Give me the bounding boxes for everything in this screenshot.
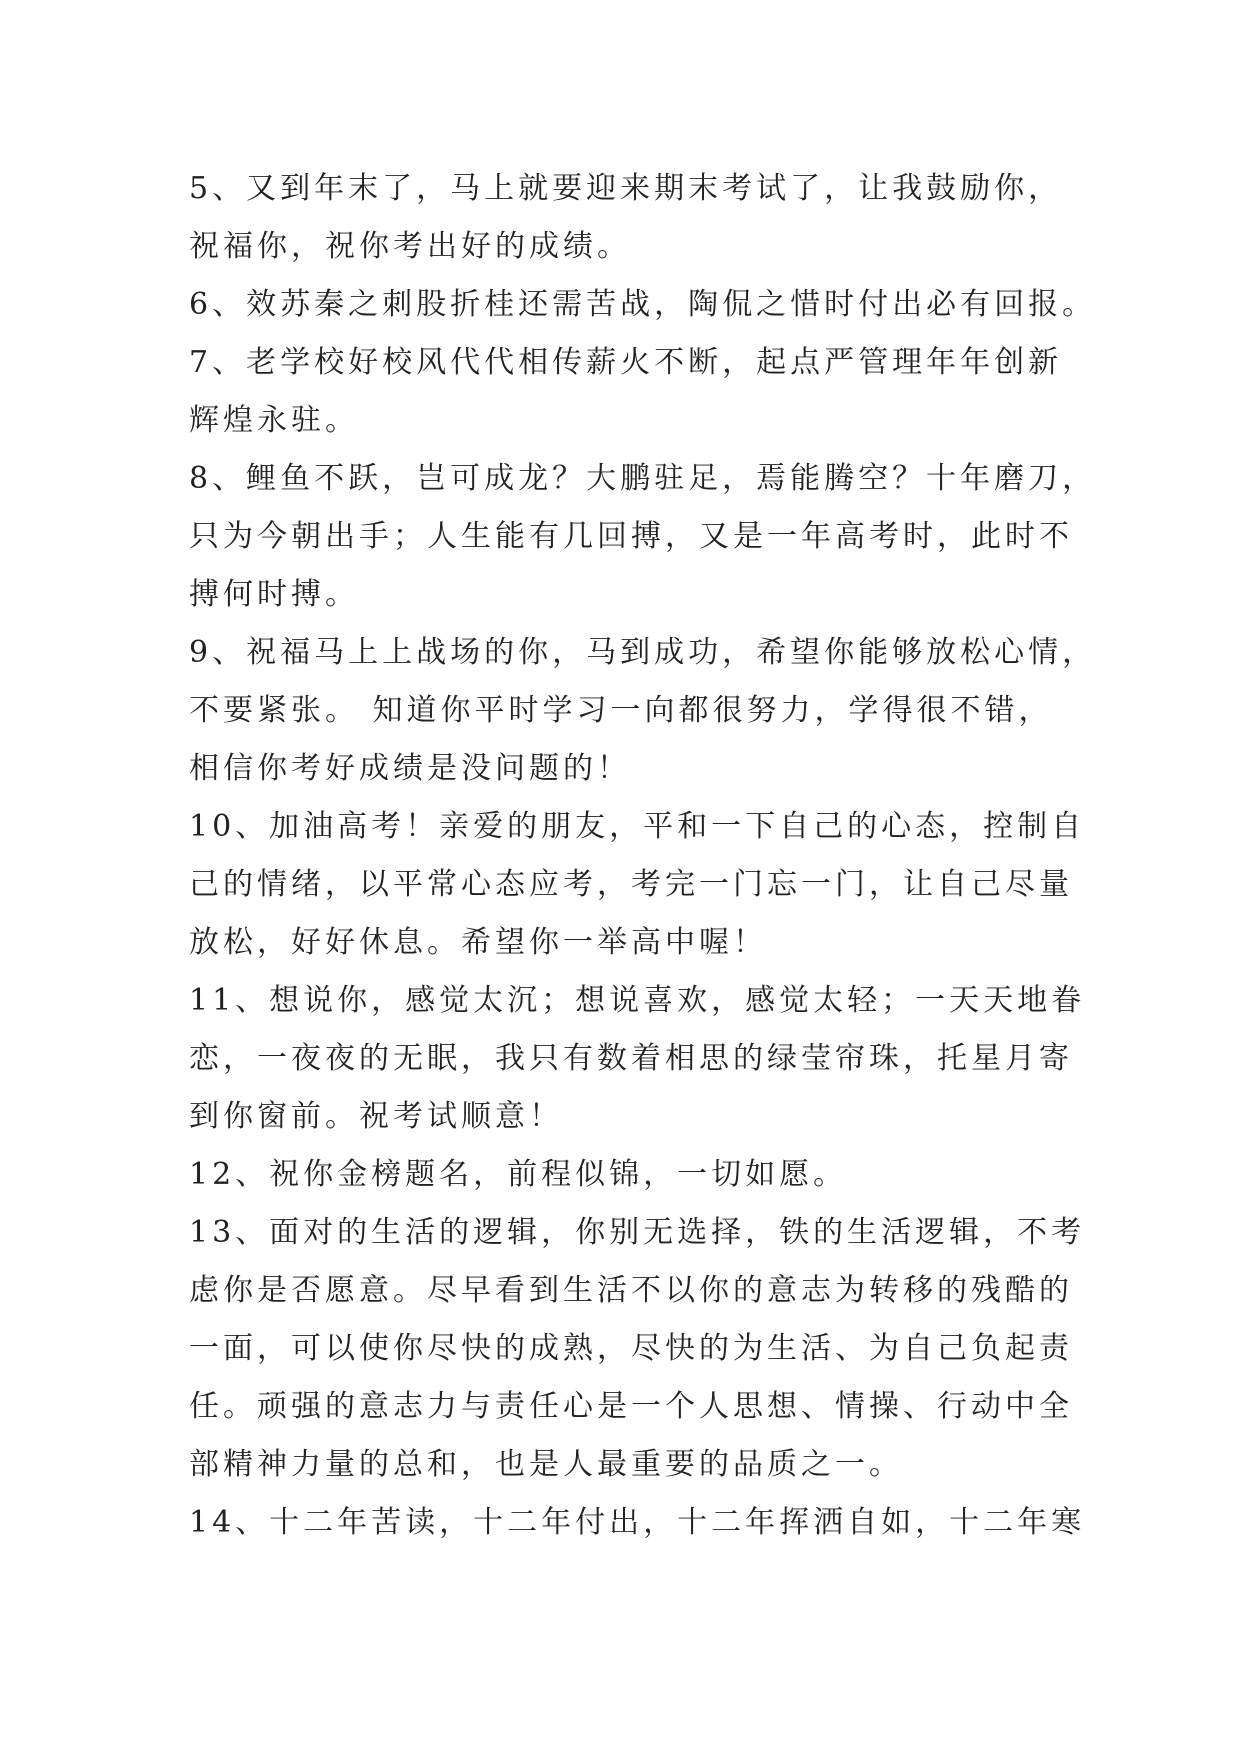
text-line: 9、祝福马上上战场的你，马到成功，希望你能够放松心情， bbox=[189, 635, 1097, 670]
text-line: 己的情绪，以平常心态应考，考完一门忘一门，让自己尽量 bbox=[189, 867, 1073, 902]
text-line: 11、想说你，感觉太沉；想说喜欢，感觉太轻；一天天地眷 bbox=[189, 983, 1086, 1018]
text-line: 辉煌永驻。 bbox=[189, 403, 359, 438]
text-line: 一面，可以使你尽快的成熟，尽快的为生活、为自己负起责 bbox=[189, 1331, 1073, 1366]
text-line: 7、老学校好校风代代相传薪火不断，起点严管理年年创新 bbox=[189, 345, 1063, 380]
text-line: 到你窗前。祝考试顺意！ bbox=[189, 1099, 563, 1134]
text-line: 5、又到年末了，马上就要迎来期末考试了，让我鼓励你， bbox=[189, 171, 1063, 206]
text-line: 只为今朝出手；人生能有几回搏，又是一年高考时，此时不 bbox=[189, 519, 1073, 554]
text-line: 14、十二年苦读，十二年付出，十二年挥洒自如，十二年寒 bbox=[189, 1505, 1086, 1540]
text-line: 部精神力量的总和，也是人最重要的品质之一。 bbox=[189, 1447, 903, 1482]
text-line: 祝福你，祝你考出好的成绩。 bbox=[189, 229, 631, 264]
text-line: 不要紧张。 知道你平时学习一向都很努力，学得很不错， bbox=[189, 693, 1053, 728]
text-line: 12、祝你金榜题名，前程似锦，一切如愿。 bbox=[189, 1157, 848, 1192]
text-line: 8、鲤鱼不跃，岂可成龙？大鹏驻足，焉能腾空？十年磨刀， bbox=[189, 461, 1097, 496]
text-line: 搏何时搏。 bbox=[189, 577, 359, 612]
text-line: 虑你是否愿意。尽早看到生活不以你的意志为转移的残酷的 bbox=[189, 1273, 1073, 1308]
text-line: 13、面对的生活的逻辑，你别无选择，铁的生活逻辑，不考 bbox=[189, 1215, 1086, 1250]
text-line: 相信你考好成绩是没问题的！ bbox=[189, 751, 631, 786]
text-line: 任。顽强的意志力与责任心是一个人思想、情操、行动中全 bbox=[189, 1389, 1073, 1424]
text-line: 放松，好好休息。希望你一举高中喔！ bbox=[189, 925, 767, 960]
text-line: 恋，一夜夜的无眠，我只有数着相思的绿莹帘珠，托星月寄 bbox=[189, 1041, 1073, 1076]
text-line: 6、效苏秦之刺股折桂还需苦战，陶侃之惜时付出必有回报。 bbox=[189, 287, 1097, 322]
text-line: 10、加油高考！亲爱的朋友，平和一下自己的心态，控制自 bbox=[189, 809, 1086, 844]
document-body bbox=[189, 160, 1097, 1552]
